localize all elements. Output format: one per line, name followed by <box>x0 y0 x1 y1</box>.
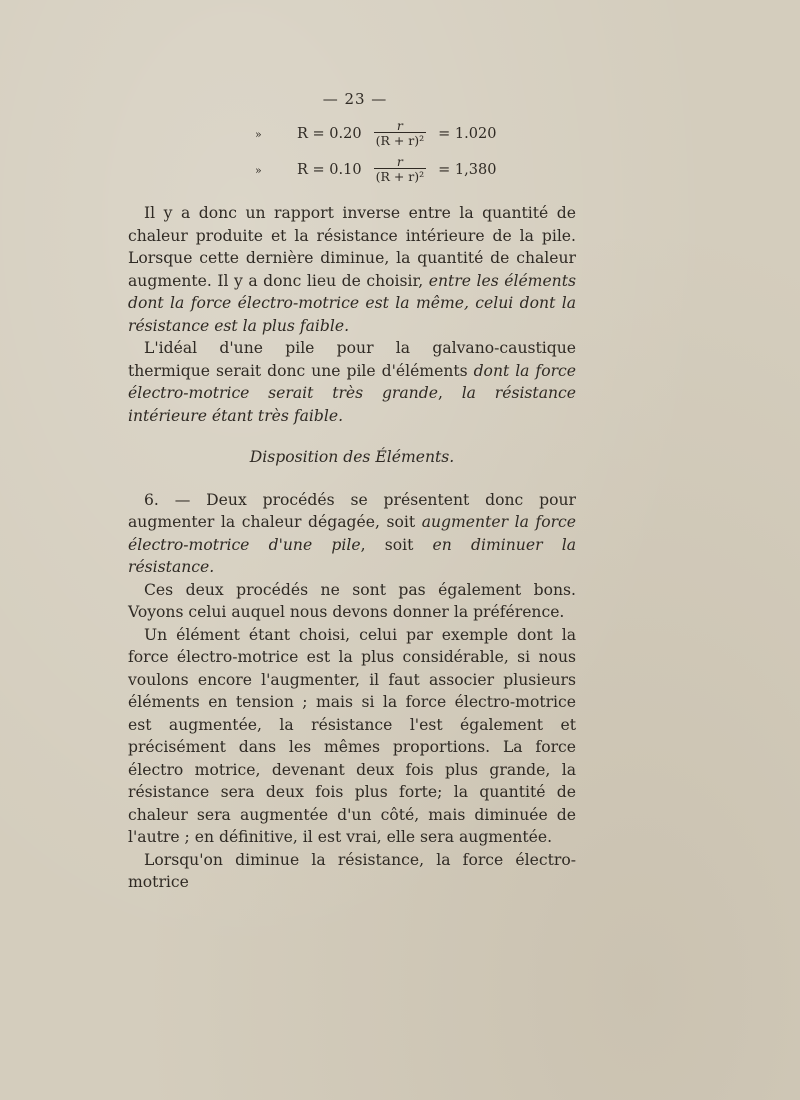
equation-1 <box>255 120 496 148</box>
emphasis-text: en diminuer la résistance. <box>128 535 576 576</box>
paragraph-text: L'idéal d'une pile pour la galvano-caustique thermique serait donc une pile d'éléments <box>128 339 576 380</box>
section-heading: Disposition des Éléments. <box>249 448 455 466</box>
paragraph-text: , soit <box>360 535 433 554</box>
equation-lhs: R = 0.20 <box>297 126 362 142</box>
page-number: — 23 — <box>322 90 388 108</box>
fraction <box>374 156 427 184</box>
fraction-denominator: (R + r)² <box>375 133 425 148</box>
equation-rhs: = 1,380 <box>438 162 497 178</box>
paragraph-text: Il y a donc un rapport inverse entre la quantité de chaleur produite et la résistance intérieure de la pile. Lorsque cette dernière diminue, la quantité de chaleur augmente. Il y a donc lieu de choisir, <box>128 204 576 290</box>
paragraph-text: 6. — Deux procédés se présentent donc pour augmenter la chaleur dégagée, soit <box>128 490 576 531</box>
paragraph-2 <box>128 337 576 427</box>
paragraph-5: Un élément étant choisi, celui par exemple dont la force électro-motrice est la plus considérable, si nous voulons encore l'augmenter, il faut associer plusieurs éléments en tension ; mais si la force électro-motrice est augmentée, la résistance l'est également et précisément dans les mêmes proportions. La force électro motrice, devenant deux fois plus grande, la résistance sera deux fois plus forte; la quantité de chaleur sera augmentée d'un côté, mais diminuée de l'autre ; en définitive, il est vrai, elle sera augmentée. <box>128 625 576 846</box>
body-text <box>128 202 576 894</box>
equation-rhs: = 1.020 <box>438 126 497 142</box>
fraction-numerator: r <box>396 154 403 169</box>
emphasis-text: augmenter la force électro-motrice d'une pile <box>128 513 576 554</box>
paragraph-6: Lorsqu'on diminue la résistance, la force électro-motrice <box>128 850 576 891</box>
fraction-numerator: r <box>396 118 403 133</box>
ditto-mark: » <box>255 163 262 177</box>
equation-2 <box>255 156 496 184</box>
fraction-denominator: (R + r)² <box>375 169 425 184</box>
paragraph-4: Ces deux procédés ne sont pas également bons. Voyons celui auquel nous devons donner la préférence. <box>128 580 576 621</box>
fraction <box>374 120 427 148</box>
emphasis-text: entre les éléments dont la force électro-motrice est la même, celui dont la résistance est la plus faible. <box>128 271 576 335</box>
ditto-mark: » <box>255 127 262 141</box>
paragraph-1 <box>128 202 576 337</box>
emphasis-text: dont la force électro-motrice serait très grande <box>128 361 576 402</box>
paragraph-3 <box>128 489 576 579</box>
paragraph-text: , <box>437 384 462 402</box>
emphasis-text: la résistance intérieure étant très faible. <box>128 384 576 425</box>
equation-lhs: R = 0.10 <box>297 162 362 178</box>
